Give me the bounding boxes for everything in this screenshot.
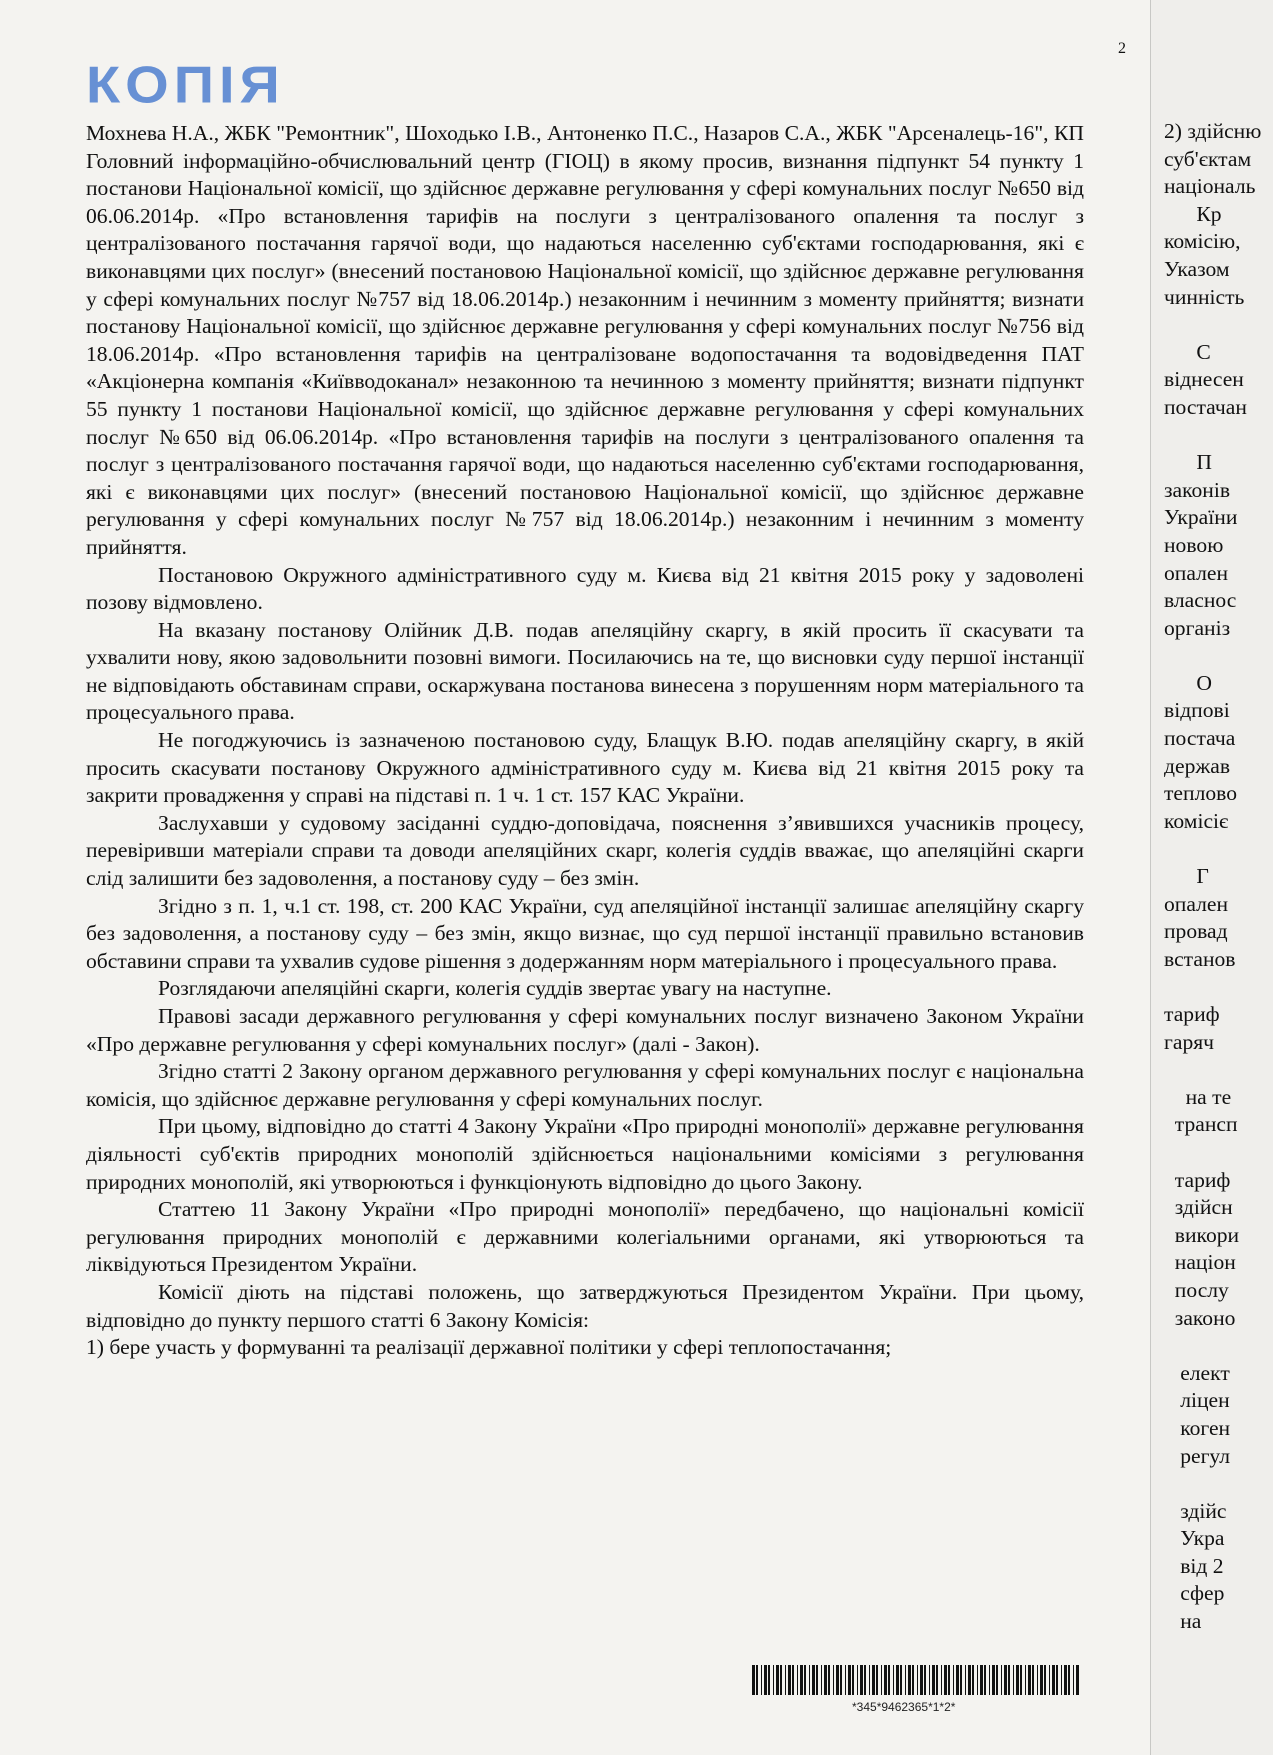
barcode-bar	[996, 1665, 998, 1695]
barcode-bar	[1073, 1665, 1074, 1695]
barcode-bar	[1001, 1665, 1002, 1695]
barcode-bar	[872, 1665, 875, 1695]
barcode-bar	[929, 1665, 930, 1695]
barcode-bar	[792, 1665, 794, 1695]
barcode-bar	[788, 1665, 791, 1695]
barcode-bar	[836, 1665, 839, 1695]
barcode-bar	[968, 1665, 971, 1695]
barcode-bar	[920, 1665, 923, 1695]
barcode-bar	[840, 1665, 842, 1695]
barcode-bar	[977, 1665, 978, 1695]
barcode-bar	[764, 1665, 767, 1695]
adjacent-page-line: провад	[1164, 919, 1228, 944]
adjacent-page-line	[1164, 835, 1261, 863]
adjacent-page-line: комісіє	[1164, 808, 1229, 833]
barcode-bar	[1061, 1665, 1062, 1695]
barcode-bar	[953, 1665, 954, 1695]
adjacent-page-line	[1164, 422, 1261, 450]
barcode-bar	[864, 1665, 866, 1695]
adjacent-page-line: регул	[1164, 1443, 1231, 1468]
barcode-bar	[1052, 1665, 1055, 1695]
adjacent-page-line: законо	[1164, 1305, 1236, 1330]
paragraph: Розглядаючи апеляційні скарги, колегія суддів звертає увагу на наступне.	[158, 976, 832, 1001]
barcode-bar	[984, 1665, 986, 1695]
paragraph: Мохнева Н.А., ЖБК "Ремонтник", Шоходько І.В., Антоненко П.С., Назаров С.А., ЖБК "Арсеналець-16", КП Головний інформаційно-обчислювальний центр (ГІОЦ) в якому просив, визнання підпункт 54 пункту 1 постанови Національної комісії, що здійснює державне регулювання у сфері комунальних послуг №650 від 06.06.2014р. «Про встановлення тарифів на послуги з централізованого опалення та послуг з централізованого постачання гарячої води, що надаються населенню суб'єктами господарювання, які є виконавцями цих послуг» (внесений постановою Національної комісії, що здійснює державне регулювання у сфері комунальних послуг №757 від 18.06.2014р.) незаконним і нечинним з моменту прийняття; визнати постанову Національної комісії, що здійснює державне регулювання у сфері комунальних послуг №756 від 18.06.2014р. «Про встановлення тарифів на централізоване водопостачання та водовідведення ПАТ «Акціонерна компанія «Київводоканал» незаконною та нечинною з моменту прийняття; визнати підпункт 55 пункту 1 постанови Національної комісії, що здійснює державне регулювання у сфері комунальних послуг №650 від 06.06.2014р. «Про встановлення тарифів на послуги з централізованого опалення та послуг з централізованого постачання гарячої води, що надаються населенню суб'єктами господарювання, які є виконавцями цих послуг» (внесений постановою Національної комісії, що здійснює державне регулювання у сфері комунальних послуг №757 від 18.06.2014р.) незаконним і нечинним з моменту прийняття.	[86, 121, 1084, 559]
barcode-bar	[876, 1665, 878, 1695]
adjacent-page-line: організ	[1164, 615, 1231, 640]
adjacent-page-line: Г	[1164, 864, 1209, 889]
paragraph: При цьому, відповідно до статті 4 Закону України «Про природні монополії» державне регулювання діяльності суб'єктів природних монополій здійснюється національними комісіями з регулювання природних монополій, які утворюються і функціонують відповідно до цього Закону.	[86, 1114, 1084, 1194]
adjacent-page-line: держав	[1164, 753, 1231, 778]
barcode-bar	[752, 1665, 755, 1695]
adjacent-page-line: коген	[1164, 1415, 1231, 1440]
adjacent-page-line	[1164, 642, 1261, 670]
adjacent-page-line: постача	[1164, 726, 1236, 751]
adjacent-page-line: трансп	[1164, 1112, 1238, 1137]
adjacent-page-line: власнос	[1164, 588, 1237, 613]
barcode-bar	[1025, 1665, 1026, 1695]
barcode-bar	[816, 1665, 818, 1695]
barcode-bar	[1064, 1665, 1067, 1695]
barcode-bar	[896, 1665, 899, 1695]
copy-stamp: КОПІЯ	[86, 55, 285, 114]
adjacent-page-line: О	[1164, 670, 1212, 695]
adjacent-page-line	[1164, 1139, 1261, 1167]
barcode-bar	[824, 1665, 827, 1695]
barcode-bar	[1049, 1665, 1050, 1695]
adjacent-page-line: послу	[1164, 1277, 1229, 1302]
barcode-bar	[917, 1665, 918, 1695]
adjacent-page-line: викори	[1164, 1222, 1240, 1247]
barcode-bar	[900, 1665, 902, 1695]
barcode-bar	[800, 1665, 803, 1695]
adjacent-page-line: націон	[1164, 1250, 1236, 1275]
barcode-bar	[768, 1665, 770, 1695]
paragraph: Постановою Окружного адміністративного суду м. Києва від 21 квітня 2015 року у задоволені позову відмовлено.	[86, 562, 1084, 615]
barcode-bar	[881, 1665, 882, 1695]
barcode-bar	[888, 1665, 890, 1695]
barcode-bar	[912, 1665, 914, 1695]
barcode-bar	[852, 1665, 854, 1695]
adjacent-page-line: здійсн	[1164, 1195, 1233, 1220]
barcode-bar	[941, 1665, 942, 1695]
paragraph: Правові засади державного регулювання у сфері комунальних послуг визначено Законом України «Про державне регулювання у сфері комунальних послуг» (далі - Закон).	[86, 1004, 1084, 1056]
paragraph: Згідно статті 2 Закону органом державного регулювання у сфері комунальних послуг є національна комісія, що здійснює державне регулювання у сфері комунальних послуг.	[86, 1059, 1084, 1111]
adjacent-page-line: законів	[1164, 477, 1231, 502]
adjacent-page-line: гаряч	[1164, 1029, 1215, 1054]
adjacent-page-line: С	[1164, 339, 1211, 364]
barcode-bar	[860, 1665, 863, 1695]
barcode-bar	[965, 1665, 966, 1695]
barcode	[752, 1665, 1082, 1695]
adjacent-page-line: комісію,	[1164, 229, 1241, 254]
barcode-bar	[1037, 1665, 1038, 1695]
barcode-bar	[924, 1665, 926, 1695]
adjacent-page-line: елект	[1164, 1360, 1230, 1385]
barcode-bar	[992, 1665, 995, 1695]
barcode-bar	[845, 1665, 846, 1695]
adjacent-page-line: П	[1164, 450, 1212, 475]
adjacent-page-line	[1164, 973, 1261, 1001]
barcode-bar	[956, 1665, 959, 1695]
adjacent-page-line	[1164, 311, 1261, 339]
paragraph: 1) бере участь у формуванні та реалізації державної політики у сфері теплопостачання;	[86, 1335, 892, 1360]
barcode-bar	[773, 1665, 774, 1695]
adjacent-page-line: ліцен	[1164, 1388, 1230, 1413]
adjacent-page-line: теплово	[1164, 781, 1237, 806]
barcode-bar	[989, 1665, 990, 1695]
barcode-bar	[821, 1665, 822, 1695]
paragraph: Комісії діють на підставі положень, що затверджуються Президентом України. При цьому, відповідно до пункту першого статті 6 Закону Комісія:	[86, 1279, 1084, 1332]
adjacent-page-line	[1164, 1332, 1261, 1360]
adjacent-page-line	[1164, 1470, 1261, 1498]
barcode-bar	[1020, 1665, 1022, 1695]
barcode-bar	[785, 1665, 786, 1695]
adjacent-page-line: постачан	[1164, 394, 1247, 419]
barcode-bar	[756, 1665, 758, 1695]
barcode-bar	[1076, 1665, 1079, 1695]
adjacent-page-line: опален	[1164, 560, 1229, 585]
adjacent-page-line: встанов	[1164, 946, 1236, 971]
barcode-bar	[936, 1665, 938, 1695]
barcode-bar	[1028, 1665, 1031, 1695]
document-body	[86, 120, 1084, 1362]
barcode-bar	[809, 1665, 810, 1695]
barcode-bar	[812, 1665, 815, 1695]
barcode-bar	[869, 1665, 870, 1695]
barcode-bar	[908, 1665, 911, 1695]
barcode-number: *345*9462365*1*2*	[852, 1700, 956, 1714]
adjacent-page-line: чинність	[1164, 284, 1245, 309]
adjacent-page-line: національ	[1164, 174, 1256, 199]
adjacent-page-line: тариф	[1164, 1002, 1220, 1026]
adjacent-page-line: Укра	[1164, 1526, 1225, 1551]
adjacent-page-line: опален	[1164, 891, 1229, 916]
barcode-bar	[884, 1665, 887, 1695]
adjacent-page-line: відпові	[1164, 698, 1230, 723]
adjacent-page-line: Указом	[1164, 256, 1230, 281]
adjacent-page-text	[1164, 118, 1261, 1636]
paragraph: На вказану постанову Олійник Д.В. подав апеляційну скаргу, в якій просить її скасувати та ухвалити нову, якою задовольнити позовні вимоги. Посилаючись на те, що висновки суду першої інстанції не відповідають обставинам справи, оскаржувана постанова винесена з порушенням норм матеріального та процесуального права.	[86, 617, 1084, 725]
adjacent-page-line: на	[1164, 1609, 1202, 1634]
barcode-bar	[1068, 1665, 1070, 1695]
barcode-bar	[797, 1665, 798, 1695]
barcode-bar	[948, 1665, 950, 1695]
adjacent-page-line: 2) здійсню	[1164, 119, 1262, 143]
barcode-bar	[1004, 1665, 1007, 1695]
barcode-bar	[1040, 1665, 1043, 1695]
adjacent-page-line: Кр	[1164, 201, 1222, 226]
barcode-bar	[776, 1665, 779, 1695]
adjacent-page-line: віднесен	[1164, 367, 1244, 392]
adjacent-page-line: від 2	[1164, 1553, 1224, 1578]
barcode-bar	[972, 1665, 974, 1695]
barcode-bar	[828, 1665, 830, 1695]
barcode-bar	[1016, 1665, 1019, 1695]
barcode-bar	[833, 1665, 834, 1695]
barcode-bar	[1008, 1665, 1010, 1695]
paragraph: Заслухавши у судовому засіданні суддю-доповідача, пояснення з’явившихся учасників процесу, перевіривши матеріали справи та доводи апеляційних скарг, колегія суддів вважає, що апеляційні скарги слід залишити без задоволення, а постанову суду – без змін.	[86, 810, 1084, 891]
adjacent-page-line: здійс	[1164, 1498, 1227, 1523]
barcode-bar	[960, 1665, 962, 1695]
paragraph: Статтею 11 Закону України «Про природні монополії» передбачено, що національні комісії регулювання природних монополій є державними колегіальними органами, які утворюються та ліквідуються Президентом України.	[86, 1197, 1084, 1277]
barcode-bar	[1032, 1665, 1034, 1695]
paragraph: Згідно з п. 1, ч.1 ст. 198, ст. 200 КАС України, суд апеляційної інстанції залишає апеляційну скаргу без задоволення, а постанову суду – без змін, якщо визнає, що суд першої інстанції правильно встановив обставини справи та ухвалив судове рішення з додержанням норм матеріального і процесуального права.	[86, 893, 1084, 973]
barcode-bar	[1056, 1665, 1058, 1695]
barcode-bar	[804, 1665, 806, 1695]
barcode-bar	[857, 1665, 858, 1695]
barcode-bar	[905, 1665, 906, 1695]
adjacent-page-line: на те	[1164, 1084, 1232, 1109]
barcode-bar	[761, 1665, 762, 1695]
adjacent-page-line: сфер	[1164, 1581, 1225, 1606]
paragraph: Не погоджуючись із зазначеною постановою суду, Блащук В.Ю. подав апеляційну скаргу, в якій просить скасувати постанову Окружного адміністративного суду м. Києва від 21 квітня 2015 року та закрити провадження у справі на підставі п. 1 ч. 1 ст. 157 КАС України.	[86, 728, 1084, 808]
adjacent-page-line: суб'єктам	[1164, 146, 1252, 171]
barcode-bar	[932, 1665, 935, 1695]
barcode-bar	[848, 1665, 851, 1695]
barcode-bar	[1044, 1665, 1046, 1695]
barcode-bar	[980, 1665, 983, 1695]
barcode-bar	[1013, 1665, 1014, 1695]
adjacent-page-line	[1164, 1056, 1261, 1084]
barcode-bar	[893, 1665, 894, 1695]
adjacent-page-line: новою	[1164, 532, 1224, 557]
barcode-bar	[944, 1665, 947, 1695]
adjacent-page-line: тариф	[1164, 1167, 1231, 1192]
page-number: 2	[1118, 40, 1126, 57]
adjacent-page-line: України	[1164, 505, 1238, 530]
barcode-bar	[780, 1665, 782, 1695]
